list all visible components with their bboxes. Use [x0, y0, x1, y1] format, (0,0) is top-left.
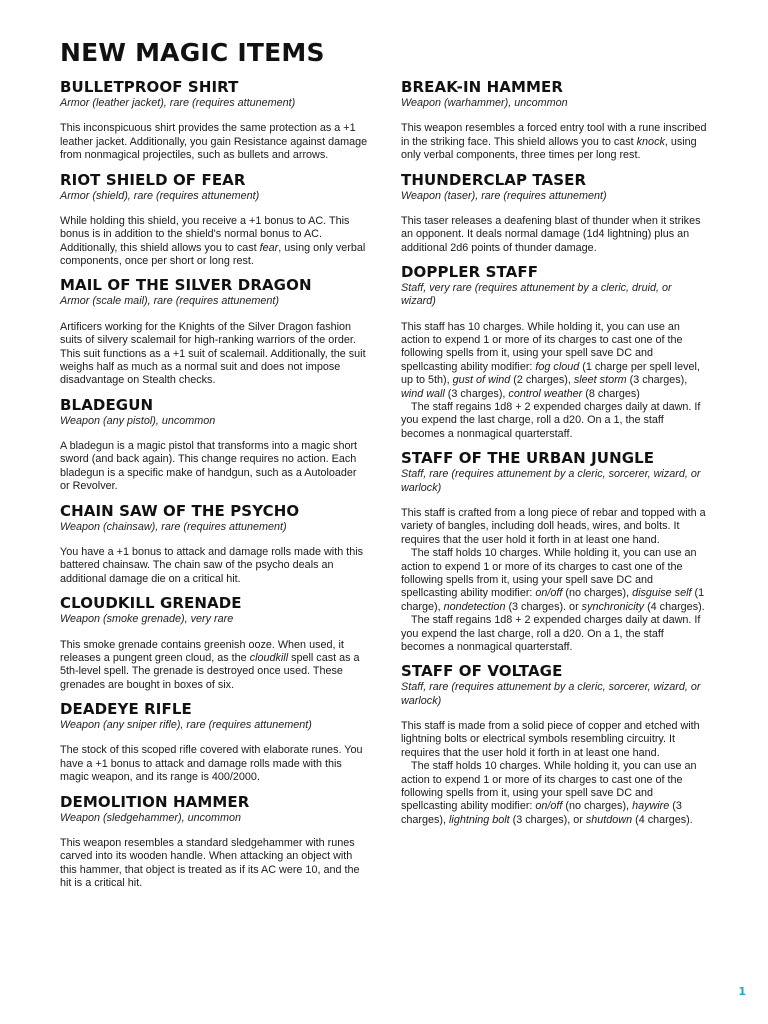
text-run: (3 charges),: [444, 387, 509, 400]
item-type: Armor (shield), rare (requires attunement): [60, 189, 260, 202]
item-name: CHAIN SAW OF THE PSYCHO: [60, 501, 300, 520]
page-title: NEW MAGIC ITEMS: [60, 38, 325, 67]
text-run: (4 charges).: [644, 600, 705, 613]
magic-item-entry: [60, 171, 368, 269]
spell-name: on/off: [535, 800, 563, 813]
text-run: A bladegun is a magic pistol that transforms into a magic short sword (and back again). This change requires no action. Each bladegun is a specific make of handgun, such as a Autoloader or Revolver.: [60, 440, 358, 493]
item-description: [401, 122, 709, 162]
magic-item-entry: [401, 662, 709, 827]
spell-name: shutdown: [585, 813, 633, 826]
item-type: Staff, rare (requires attunement by a cleric, sorcerer, wizard, or warlock): [401, 681, 701, 707]
item-name: BLADEGUN: [60, 395, 154, 414]
spell-name: haywire: [632, 800, 670, 813]
item-type: Armor (scale mail), rare (requires attunement): [60, 295, 280, 308]
item-type: Staff, very rare (requires attunement by a cleric, druid, or wizard): [401, 282, 672, 308]
item-name: DEMOLITION HAMMER: [60, 792, 250, 811]
item-description: [60, 546, 368, 586]
text-run: (2 charges),: [510, 374, 574, 387]
spell-name: cloudkill: [249, 651, 289, 664]
item-description: [401, 401, 709, 441]
text-run: (3 charges). or: [505, 600, 582, 613]
text-run: The staff holds 10 charges. While holding it, you can use an action to expend 1 or more of its charges to cast one of the following spells from it, using your spell save DC and spellcasting ability modifier:: [401, 760, 697, 813]
text-run: This taser releases a deafening blast of thunder when it strikes an opponent. It deals normal damage (1d4 lightning) plus an additional 2d6 points of thunder damage.: [401, 214, 701, 254]
item-type: Weapon (taser), rare (requires attunement): [401, 189, 607, 202]
magic-item-entry: [401, 449, 709, 654]
item-name: RIOT SHIELD OF FEAR: [60, 170, 246, 189]
item-name: CLOUDKILL GRENADE: [60, 594, 242, 613]
text-run: This smoke grenade contains greenish ooze. When used, it releases a pungent green cloud, as the: [60, 638, 344, 664]
item-description: [401, 720, 709, 760]
spell-name: nondetection: [443, 600, 506, 613]
item-type: Weapon (chainsaw), rare (requires attunement): [60, 520, 287, 533]
item-description: [60, 215, 368, 269]
item-description: [60, 837, 368, 891]
item-description: [60, 744, 368, 784]
item-name: THUNDERCLAP TASER: [401, 170, 587, 189]
spell-name: lightning bolt: [449, 813, 510, 826]
item-description: [60, 321, 368, 388]
text-run: (4 charges).: [632, 813, 693, 826]
item-type: Staff, rare (requires attunement by a cleric, sorcerer, wizard, or warlock): [401, 468, 701, 494]
spell-name: on/off: [535, 587, 563, 600]
item-description: [401, 547, 709, 614]
text-run: The staff regains 1d8 + 2 expended charges daily at dawn. If you expend the last charge, roll a d20. On a 1, the staff becomes a nonmagical quarterstaff.: [401, 614, 701, 653]
item-type: Weapon (sledgehammer), uncommon: [60, 811, 242, 824]
spell-name: knock: [636, 135, 665, 148]
page-number: 1: [738, 985, 746, 998]
text-run: , using only verbal components, three times per long rest.: [401, 135, 697, 162]
spell-name: disguise self: [632, 587, 692, 600]
text-run: (1 charge per spell level, up to 5th),: [401, 360, 700, 387]
item-description: [60, 639, 368, 693]
item-name: BREAK-IN HAMMER: [401, 78, 564, 96]
text-run: This staff is crafted from a long piece of rebar and topped with a variety of bangles, including doll heads, wires, and bolts. It requires that the user hold it forth in at least one hand.: [401, 506, 706, 546]
item-name: MAIL OF THE SILVER DRAGON: [60, 276, 312, 295]
item-type: Armor (leather jacket), rare (requires attunement): [60, 97, 296, 109]
magic-item-entry: [60, 594, 368, 692]
item-name: DOPPLER STAFF: [401, 263, 539, 282]
magic-item-entry: [60, 78, 368, 163]
magic-item-entry: [60, 276, 368, 387]
item-type: Weapon (warhammer), uncommon: [401, 97, 568, 109]
item-name: BULLETPROOF SHIRT: [60, 78, 239, 96]
text-run: Artificers working for the Knights of the Silver Dragon fashion suits of silvery scalemail for high-ranking warriors of the order. This suit functions as a +1 suit of scalemail. Additionally, the suit weighs half as much as a normal suit and does not impose disadvantage on Stealth checks.: [60, 320, 366, 387]
item-type: Weapon (smoke grenade), very rare: [60, 613, 234, 626]
text-run: You have a +1 bonus to attack and damage rolls made with this battered chainsaw. The chain saw of the psycho deals an additional damage die on a critical hit.: [60, 545, 364, 585]
spell-name: sleet storm: [573, 374, 627, 387]
item-name: STAFF OF THE URBAN JUNGLE: [401, 449, 655, 468]
text-run: While holding this shield, you receive a +1 bonus to AC. This bonus is in addition to the shield's normal bonus to AC. Additionally, this shield allows you to cast: [60, 214, 350, 254]
item-name: DEADEYE RIFLE: [60, 700, 192, 719]
text-run: The stock of this scoped rifle covered with elaborate runes. You have a +1 bonus to attack and damage rolls made with this magic weapon, and its range is 400/2000.: [60, 744, 363, 784]
text-run: , using only verbal components, once per short or long rest.: [60, 241, 366, 268]
item-description: [60, 440, 368, 494]
text-run: (3 charges),: [401, 800, 682, 826]
text-run: (3 charges), or: [509, 813, 586, 826]
text-run: This staff is made from a solid piece of copper and etched with lightning bolts or electrical symbols resembling circuitry. It requires that the user hold it forth in at least one hand.: [401, 719, 700, 759]
item-description: [401, 215, 709, 255]
text-run: This inconspicuous shirt provides the same protection as a +1 leather jacket. Additionally, you gain Resistance against damage from nonmagical projectiles, such as bullets and arrows.: [60, 122, 368, 162]
magic-item-entry: [60, 793, 368, 891]
text-run: The staff regains 1d8 + 2 expended charges daily at dawn. If you expend the last charge, roll a d20. On a 1, the staff becomes a nonmagical quarterstaff.: [401, 401, 701, 440]
text-run: spell cast as a 5th-level spell. The grenade is destroyed once used. These grenades are bought in boxes of six.: [60, 651, 360, 691]
text-run: (no charges),: [562, 800, 633, 813]
item-type: Weapon (any pistol), uncommon: [60, 414, 216, 427]
text-run: (8 charges): [582, 387, 640, 400]
text-run: (3 charges),: [626, 374, 688, 387]
spell-name: synchronicity: [581, 600, 645, 613]
item-type: Weapon (any sniper rifle), rare (requires attunement): [60, 719, 312, 732]
magic-item-entry: [401, 263, 709, 441]
text-run: This staff has 10 charges. While holding it, you can use an action to expend 1 or more of its charges to cast one of the following spells from it, using your spell save DC and spellcasting ability modifier:: [401, 320, 683, 373]
spell-name: wind wall: [401, 387, 445, 400]
magic-item-entry: [401, 171, 709, 256]
item-description: [401, 760, 709, 827]
text-run: This weapon resembles a standard sledgehammer with runes carved into its wooden handle. When attacking an object with this hammer, that object is treated as if its AC were 10, and the hit is a critical hit.: [60, 836, 360, 890]
right-column: [401, 78, 709, 835]
item-description: [401, 321, 709, 401]
text-run: (1 charge),: [401, 587, 705, 613]
item-description: [401, 614, 709, 654]
spell-name: gust of wind: [452, 374, 511, 387]
magic-item-entry: [60, 396, 368, 494]
magic-item-entry: [401, 78, 709, 163]
magic-item-entry: [60, 700, 368, 785]
item-description: [401, 507, 709, 547]
magic-item-entry: [60, 502, 368, 587]
spell-name: fog cloud: [535, 360, 580, 373]
text-run: The staff holds 10 charges. While holding it, you can use an action to expend 1 or more of its charges to cast one of the following spells from it, using your spell save DC and spellcasting ability modifier:: [401, 547, 697, 600]
text-run: This weapon resembles a forced entry tool with a rune inscribed in the striking face. This shield allows you to cast: [401, 122, 707, 148]
spell-name: control weather: [508, 387, 583, 400]
item-description: [60, 122, 368, 162]
text-run: (no charges),: [562, 587, 633, 600]
item-name: STAFF OF VOLTAGE: [401, 662, 563, 681]
left-column: [60, 78, 368, 899]
spell-name: fear: [259, 241, 279, 254]
